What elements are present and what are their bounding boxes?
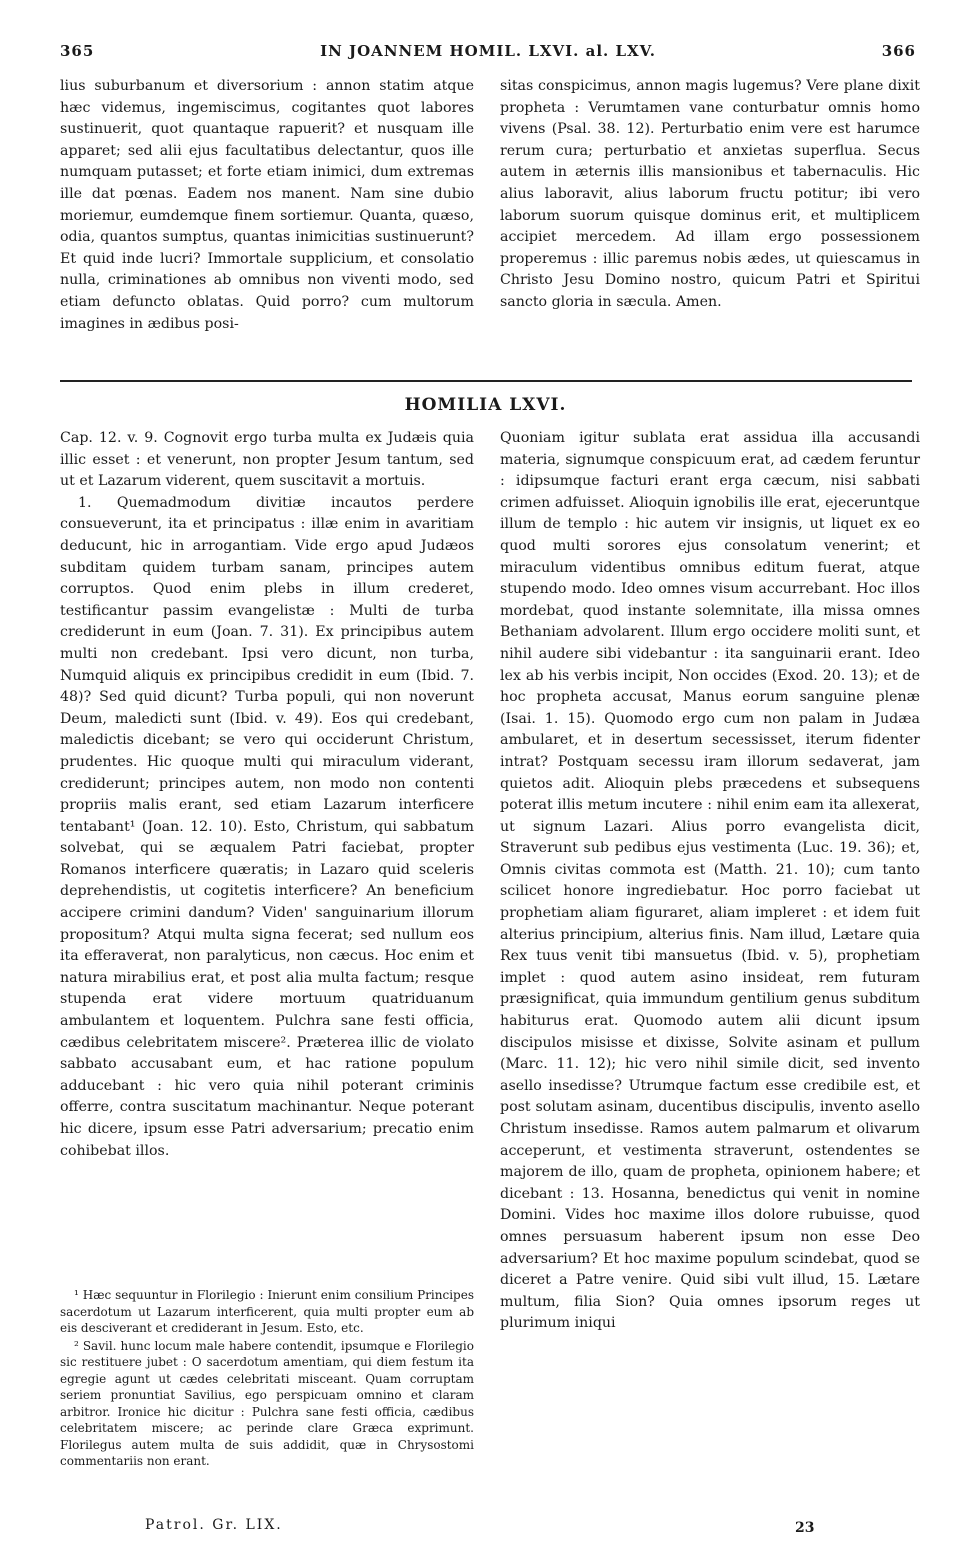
page-number-right: 366 (881, 42, 916, 60)
top-right-paragraph: sitas conspicimus, annon magis lugemus? Vere plane dixit propheta : Verumtamen vane conturbatur omnis homo vivens (Psal. 38. 12). Perturbatio enim vere est harumce rerum cura; perturbatio et anxietas superflua. Secus autem in æternis illis mansionibus et tabernaculis. Hic alius laboravit, alius laborum fructu potitur; ibi vero laborum suorum quisque dominus erit, et multiplicem accipiet mercedem. Ad illam ergo possessionem properemus : illic paremus nobis ædes, ut quiescamus in Christo Jesu Domino nostro, quicum Patri et Spiritui sancto gloria in sæcula. Amen. (500, 78, 920, 310)
top-left-paragraph: lius suburbanum et diversorium : annon statim atque hæc videmus, ingemiscimus, cogitantes quot labores sustinuerit, quot quantaque rapuerit? et nusquam ille apparet; sed alii ejus facultatibus delectantur, quos ille numquam putasset; et forte etiam inimici, dum extremas ille dat pœnas. Eadem nos manent. Nam sine dubio moriemur, eumdemque finem sortiemur. Quanta, quæso, odia, quantos sumptus, quantas inimicitias sustinuerunt? Et quid inde lucri? Immortale supplicium, et consolatio nulla, criminationes ab omnibus non viventi modo, sed etiam defuncto oblatas. Quid porro? cum multorum imagines in ædibus posi- (60, 78, 474, 332)
bottom-right-paragraph: Quoniam igitur sublata erat assidua illa accusandi materia, signumque conspicuum erat, ad cædem feruntur : idipsumque facturi erant erga cæcum, nisi sabbati crimen adfuisset. Alioquin ignobilis ille erat, ejeceruntque illum de templo : hic autem vir insignis, ut liquet ex eo quod multi sorores ejus consolatum venerint; et miraculum videntibus omnibus editum fuerat, atque stupendo modo. Ideo omnes visum accurrebant. Hoc illos mordebat, quod instante solemnitate, illa missa omnes Bethaniam advolarent. Illum ergo occidere moliti sunt, et nihil audere sibi videbantur : ita sanguinarii erant. Ideo lex ab his verbis incipit, Non occides (Exod. 20. 13); et de hoc propheta accusat, Manus eorum sanguine plenæ (Isai. 1. 15). Quomodo ergo cum non palam in Judæa ambularet, et in desertum secessisset, iterum fidenter intrat? Postquam secessu iram illorum sedaverat, jam quietos adit. Alioquin plebs præcedens et subsequens poterat illis metum incutere : nihil enim eam ita allexerat, ut signum Lazari. Alius porro evangelista dicit, Straverunt sub pedibus ejus vestimenta (Luc. 19. 36); et, Omnis civitas commota est (Matth. 21. 10); cum tanto scilicet honore ingrediebatur. Hoc porro faciebat ut prophetiam aliam figuraret, aliam impleret : et idem fuit alterius principium, alterius finis. Nam illud, Lætare quia Rex tuus venit tibi mansuetus (Ibid. v. 5), prophetiam implet : quod autem asino insideat, rem futuram præsignificat, quia immundum gentilium genus subditum habiturus erat. Quomodo autem alii dicunt ipsum discipulos misisse et dixisse, Solvite asinam et pullum (Marc. 11. 12); hic vero nihil simile dicit, sed invento asello insedisse? Utrumque factum esse credibile est, et post solutam asinam, ducentibus discipulis, invento asello Christum insedisse. Ramos autem palmarum et olivarum acceperunt, et vestimenta straverunt, ostendentes se majorem de illo, quam de propheta, opinionem habere; et dicebant : 13. Hosanna, benedictus qui venit in nomine Domini. Vides hoc maxime illos dolore rubuisse, quod omnes persuasum haberent ipsum non esse Deo adversarium? Et hoc maxime populum scindebat, quod se diceret a Patre venire. Quid sibi vult illud, 15. Lætare multum, filia Sion? Quia omnes ipsorum reges ut plurimum iniqui (500, 430, 920, 1332)
footnote-2: ² Savil. hunc locum male habere contendit, ipsumque e Florilegio sic restituere jubet : O sacerdotum amentiam, qui diem festum ita egregie agunt ut cædes celebritati misceant. Quam corruptam seriem pronuntiat Savilius, ego perspicuam omnino et claram arbitror. Ironice hic dicitur : Pulchra sane festi officia, cædibus celebritatem miscere; ac perinde clare Græca exprimunt. Florilegus autem multa de suis addidit, quæ in Chrysostomi commentariis non erant. (60, 1338, 474, 1468)
signature-mark: 23 (795, 1520, 815, 1536)
bottom-right-column (500, 428, 920, 1335)
scripture-lemma: Cap. 12. v. 9. Cognovit ergo turba multa ex Judæis quia illic esset : et venerunt, non propter Jesum tantum, sed ut et Lazarum viderent, quem suscitavit a mortuis. (60, 430, 474, 490)
page-number-left: 365 (60, 42, 95, 60)
homily-title: HOMILIA LXVI. (404, 395, 567, 415)
running-head (60, 42, 916, 68)
printer-signature: Patrol. Gr. LIX. (145, 1517, 283, 1533)
footnotes (60, 1287, 474, 1471)
running-title: IN JOANNEM HOMIL. LXVI. al. LXV. (320, 42, 656, 60)
top-left-column (60, 76, 474, 335)
homily-paragraph-1: 1. Quemadmodum divitiæ incautos perdere consueverunt, ita et principatus : illæ enim in avaritiam deducunt, hic in arrogantiam. Vide ergo apud Judæos subditam quidem turbam sanam, principes autem corruptos. Quod enim plebs in illum crederet, testificantur passim evangelistæ : Multi de turba crediderunt in eum (Joan. 7. 31). Ex principibus autem multi non credebant. Ipsi vero dicunt, non turba, Numquid aliquis ex principibus credidit in eum (Ibid. 7. 48)? Sed quid dicunt? Turba populi, qui non noverunt Deum, maledicti sunt (Ibid. v. 49). Eos qui credebant, maledictis dicebant; se vero qui occiderunt Christum, prudentes. Hic quoque multi qui miraculum viderant, crediderunt; principes autem, non modo non contenti propriis malis erant, sed etiam Lazarum interficere tentabant¹ (Joan. 12. 10). Esto, Christum, qui sabbatum solvebat, qui se æqualem Patri faciebat, propter Romanos interficere quæratis; in Lazaro quid sceleris deprehendistis, ut cogitetis interficere? An beneficium accipere crimini dandum? Viden' sanguinarium illorum propositum? Atqui multa signa fecerat; sed nullum eos ita efferaverat, non paralyticus, non cæcus. Hoc enim et natura mirabilius erat, et post alia multa factum; resque stupenda erat videre mortuum quatriduanum ambulantem et loquentem. Pulchra sane festi officia, cædibus celebritatem miscere². Præterea illic de violato sabbato accusabant eum, et hac ratione populum adducebant : hic vero quia nihil poterant criminis offerre, contra suscitatum machinantur. Neque poterant hic dicere, ipsum esse Patri adversarium; precatio enim cohibebat illos. (60, 494, 474, 1159)
top-right-column (500, 76, 920, 314)
section-divider (60, 380, 912, 382)
bottom-left-column (60, 428, 474, 1162)
footnote-1: ¹ Hæc sequuntur in Florilegio : Inierunt enim consilium Principes sacerdotum ut Lazarum interficerent, quia multi propter eum ab eis desciverant et crediderant in Jesum. Esto, etc. (60, 1288, 474, 1335)
